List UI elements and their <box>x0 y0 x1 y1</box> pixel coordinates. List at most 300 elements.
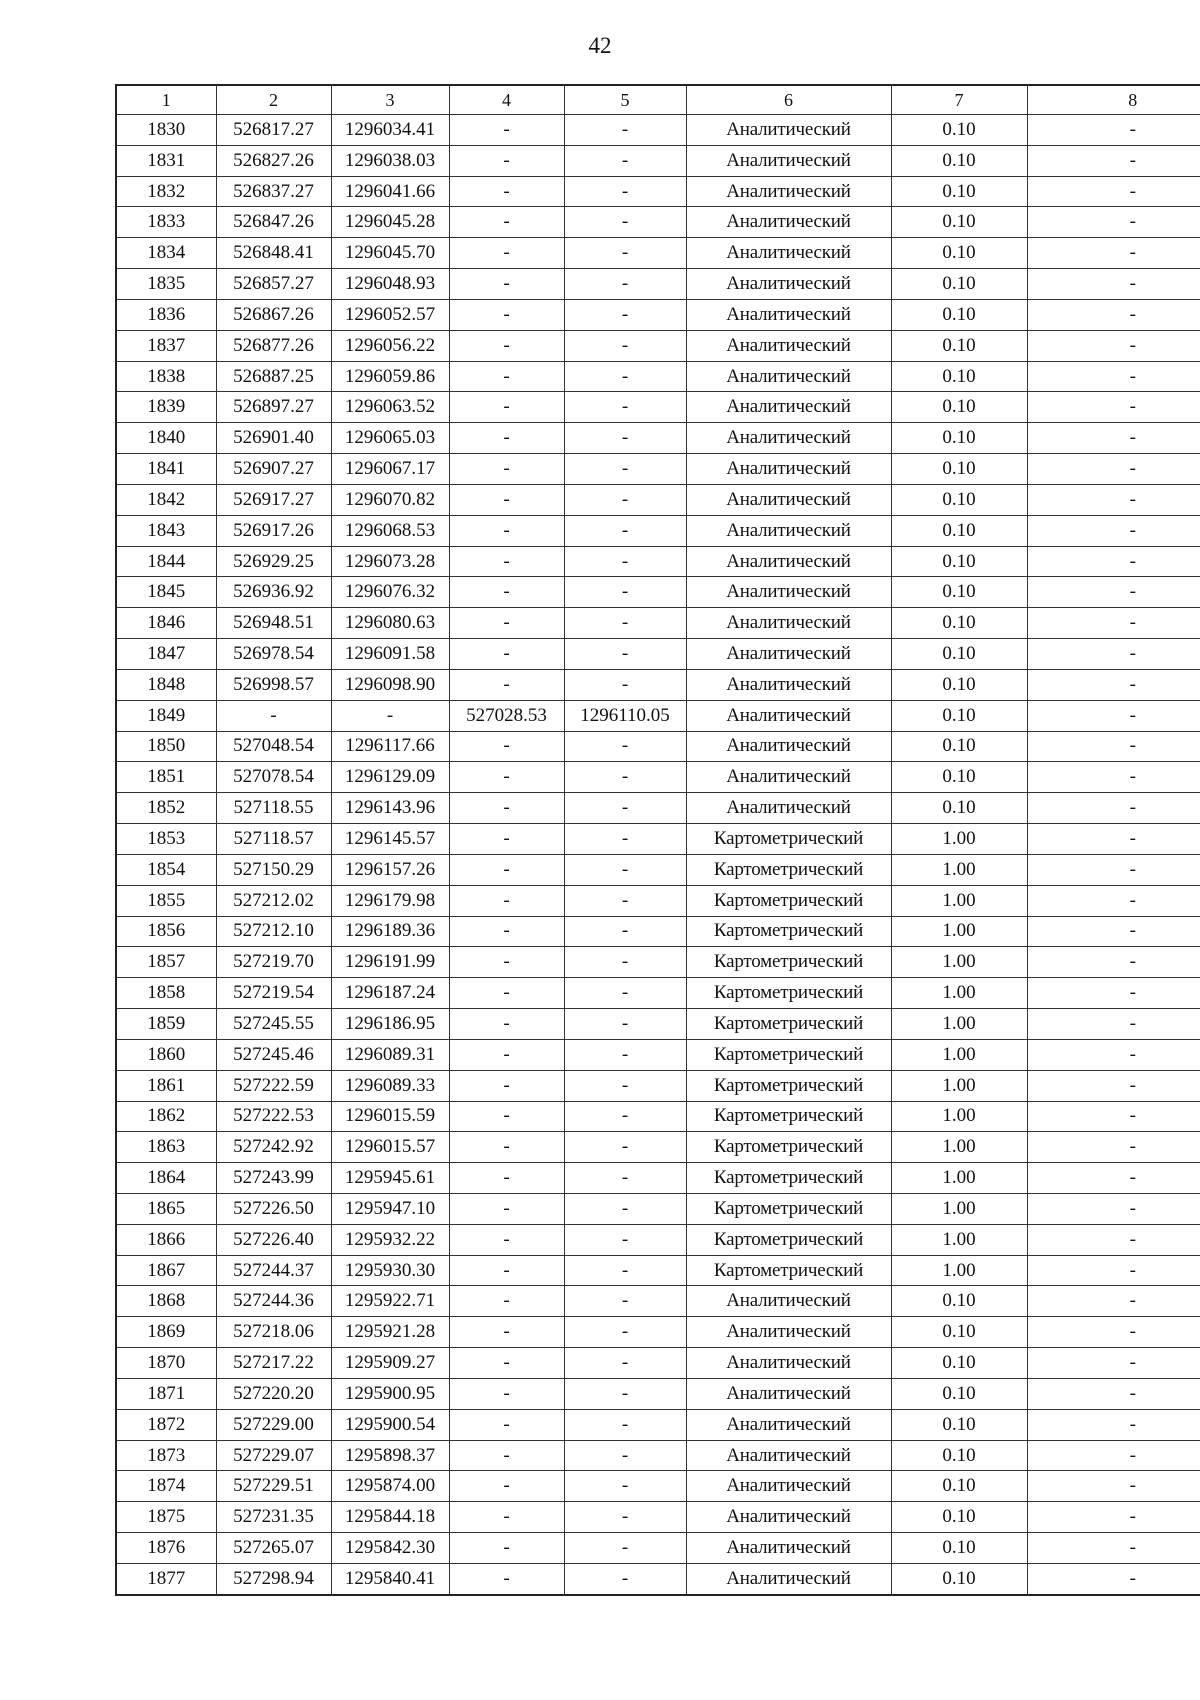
table-cell: - <box>449 577 564 608</box>
table-cell: Аналитический <box>686 669 891 700</box>
table-row <box>116 1348 1200 1379</box>
table-cell: 0.10 <box>891 639 1027 670</box>
table-cell: 1842 <box>116 484 216 515</box>
table-cell: 1295947.10 <box>331 1193 449 1224</box>
table-cell: 1.00 <box>891 1070 1027 1101</box>
table-row <box>116 145 1200 176</box>
table-cell: 1.00 <box>891 916 1027 947</box>
table-cell: 0.10 <box>891 269 1027 300</box>
table-cell: - <box>564 1471 686 1502</box>
table-cell: 526848.41 <box>216 238 331 269</box>
column-header: 3 <box>331 85 449 115</box>
table-cell: 1870 <box>116 1348 216 1379</box>
column-header: 2 <box>216 85 331 115</box>
table-cell: 526857.27 <box>216 269 331 300</box>
table-cell: - <box>1027 1101 1200 1132</box>
table-cell: - <box>449 515 564 546</box>
table-cell: - <box>449 1502 564 1533</box>
table-cell: 1296068.53 <box>331 515 449 546</box>
table-cell: 1859 <box>116 1009 216 1040</box>
table-cell: - <box>564 1533 686 1564</box>
table-cell: 527218.06 <box>216 1317 331 1348</box>
table-cell: - <box>1027 1317 1200 1348</box>
table-cell: 0.10 <box>891 1317 1027 1348</box>
table-row <box>116 484 1200 515</box>
table-cell: 527242.92 <box>216 1132 331 1163</box>
table-cell: - <box>449 1039 564 1070</box>
table-cell: - <box>564 515 686 546</box>
table-cell: 1295844.18 <box>331 1502 449 1533</box>
table-cell: - <box>1027 1193 1200 1224</box>
table-cell: 1296089.33 <box>331 1070 449 1101</box>
table-cell: - <box>1027 1471 1200 1502</box>
table-cell: - <box>564 361 686 392</box>
table-cell: - <box>1027 1409 1200 1440</box>
table-cell: Картометрический <box>686 978 891 1009</box>
table-cell: - <box>564 423 686 454</box>
table-cell: 1865 <box>116 1193 216 1224</box>
table-cell: 1295930.30 <box>331 1255 449 1286</box>
table-cell: 1.00 <box>891 1009 1027 1040</box>
table-cell: - <box>449 1378 564 1409</box>
table-cell: 526978.54 <box>216 639 331 670</box>
table-cell: Аналитический <box>686 731 891 762</box>
table-cell: 1296145.57 <box>331 824 449 855</box>
table-cell: - <box>449 1070 564 1101</box>
table-cell: - <box>564 238 686 269</box>
table-cell: 526929.25 <box>216 546 331 577</box>
table-cell: 526867.26 <box>216 299 331 330</box>
table-cell: - <box>564 484 686 515</box>
table-cell: - <box>564 1563 686 1594</box>
table-row <box>116 1563 1200 1594</box>
table-cell: - <box>449 916 564 947</box>
table-cell: 1296015.57 <box>331 1132 449 1163</box>
table-cell: - <box>1027 1009 1200 1040</box>
table-cell: 526817.27 <box>216 115 331 146</box>
table-cell: 1295900.54 <box>331 1409 449 1440</box>
table-cell: 1295898.37 <box>331 1440 449 1471</box>
table-cell: Аналитический <box>686 608 891 639</box>
table-cell: 1296073.28 <box>331 546 449 577</box>
table-cell: 527231.35 <box>216 1502 331 1533</box>
table-row <box>116 1070 1200 1101</box>
column-header: 1 <box>116 85 216 115</box>
table-cell: Аналитический <box>686 145 891 176</box>
table-cell: 1296052.57 <box>331 299 449 330</box>
table-cell: - <box>449 330 564 361</box>
table-cell: - <box>449 1348 564 1379</box>
table-cell: - <box>564 1070 686 1101</box>
table-row <box>116 577 1200 608</box>
table-cell: Аналитический <box>686 515 891 546</box>
table-cell: 1296143.96 <box>331 793 449 824</box>
table-cell: - <box>564 1317 686 1348</box>
table-cell: 0.10 <box>891 762 1027 793</box>
table-cell: 0.10 <box>891 454 1027 485</box>
table-cell: Аналитический <box>686 238 891 269</box>
table-cell: - <box>216 700 331 731</box>
table-cell: Картометрический <box>686 1101 891 1132</box>
table-cell: - <box>1027 731 1200 762</box>
table-cell: - <box>564 1009 686 1040</box>
table-row <box>116 793 1200 824</box>
table-cell: - <box>449 1163 564 1194</box>
table-cell: - <box>1027 546 1200 577</box>
table-row <box>116 1255 1200 1286</box>
table-cell: - <box>449 793 564 824</box>
table-cell: 527048.54 <box>216 731 331 762</box>
table-cell: 0.10 <box>891 608 1027 639</box>
table-cell: - <box>449 639 564 670</box>
table-cell: 526847.26 <box>216 207 331 238</box>
table-cell: Аналитический <box>686 1502 891 1533</box>
table-cell: 1872 <box>116 1409 216 1440</box>
table-cell: 1852 <box>116 793 216 824</box>
table-cell: 1846 <box>116 608 216 639</box>
table-cell: 527226.50 <box>216 1193 331 1224</box>
table-cell: - <box>1027 299 1200 330</box>
table-cell: 1861 <box>116 1070 216 1101</box>
table-cell: - <box>1027 454 1200 485</box>
table-cell: 1.00 <box>891 1163 1027 1194</box>
table-cell: 0.10 <box>891 1378 1027 1409</box>
table-cell: Аналитический <box>686 1409 891 1440</box>
table-cell: Аналитический <box>686 1471 891 1502</box>
table-cell: - <box>564 546 686 577</box>
table-cell: 1874 <box>116 1471 216 1502</box>
table-cell: - <box>1027 947 1200 978</box>
table-cell: - <box>331 700 449 731</box>
table-cell: - <box>564 978 686 1009</box>
table-cell: - <box>1027 669 1200 700</box>
table-cell: 1858 <box>116 978 216 1009</box>
table-cell: Аналитический <box>686 330 891 361</box>
table-row <box>116 1009 1200 1040</box>
table-cell: 1845 <box>116 577 216 608</box>
table-cell: 1.00 <box>891 824 1027 855</box>
table-cell: 1295840.41 <box>331 1563 449 1594</box>
table-cell: 1831 <box>116 145 216 176</box>
table-row <box>116 330 1200 361</box>
table-cell: 526998.57 <box>216 669 331 700</box>
table-cell: 1296110.05 <box>564 700 686 731</box>
table-cell: Картометрический <box>686 1132 891 1163</box>
table-cell: 527118.55 <box>216 793 331 824</box>
table-cell: - <box>1027 978 1200 1009</box>
table-cell: - <box>449 978 564 1009</box>
table-cell: - <box>449 1440 564 1471</box>
table-cell: - <box>564 299 686 330</box>
table-row <box>116 1132 1200 1163</box>
table-row <box>116 1163 1200 1194</box>
table-cell: - <box>1027 238 1200 269</box>
table-row <box>116 731 1200 762</box>
table-cell: 527245.46 <box>216 1039 331 1070</box>
table-cell: 0.10 <box>891 1440 1027 1471</box>
table-cell: 527217.22 <box>216 1348 331 1379</box>
table-cell: 1.00 <box>891 1132 1027 1163</box>
table-cell: 0.10 <box>891 238 1027 269</box>
table-cell: 1857 <box>116 947 216 978</box>
table-cell: 0.10 <box>891 1471 1027 1502</box>
table-cell: 1832 <box>116 176 216 207</box>
table-cell: 1295921.28 <box>331 1317 449 1348</box>
table-cell: Аналитический <box>686 546 891 577</box>
table-cell: Картометрический <box>686 1070 891 1101</box>
table-cell: 0.10 <box>891 669 1027 700</box>
table-cell: Аналитический <box>686 1286 891 1317</box>
table-cell: 1856 <box>116 916 216 947</box>
table-cell: 527222.59 <box>216 1070 331 1101</box>
table-cell: Картометрический <box>686 885 891 916</box>
table-cell: Картометрический <box>686 1224 891 1255</box>
table-cell: - <box>449 608 564 639</box>
table-cell: 1296045.28 <box>331 207 449 238</box>
table-cell: 0.10 <box>891 330 1027 361</box>
table-cell: - <box>564 885 686 916</box>
table-cell: 0.10 <box>891 1563 1027 1594</box>
table-cell: 1830 <box>116 115 216 146</box>
table-cell: - <box>449 762 564 793</box>
table-cell: 1844 <box>116 546 216 577</box>
table-row <box>116 1378 1200 1409</box>
table-row <box>116 423 1200 454</box>
table-row <box>116 1471 1200 1502</box>
table-cell: Аналитический <box>686 423 891 454</box>
table-cell: 1296187.24 <box>331 978 449 1009</box>
table-cell: Картометрический <box>686 1039 891 1070</box>
table-cell: 1864 <box>116 1163 216 1194</box>
table-cell: 1296045.70 <box>331 238 449 269</box>
table-cell: 526887.25 <box>216 361 331 392</box>
table-cell: 0.10 <box>891 1409 1027 1440</box>
table-cell: 0.10 <box>891 1286 1027 1317</box>
table-cell: 1296048.93 <box>331 269 449 300</box>
table-cell: - <box>449 731 564 762</box>
table-cell: 1.00 <box>891 947 1027 978</box>
table-cell: - <box>564 793 686 824</box>
table-row <box>116 392 1200 423</box>
table-cell: - <box>449 115 564 146</box>
table-cell: - <box>1027 423 1200 454</box>
table-cell: Аналитический <box>686 793 891 824</box>
table-cell: 1867 <box>116 1255 216 1286</box>
table-row <box>116 947 1200 978</box>
table-row <box>116 854 1200 885</box>
table-row <box>116 176 1200 207</box>
table-cell: 1854 <box>116 854 216 885</box>
table-cell: Картометрический <box>686 1193 891 1224</box>
table-cell: - <box>449 269 564 300</box>
table-cell: 526837.27 <box>216 176 331 207</box>
table-cell: 1866 <box>116 1224 216 1255</box>
table-cell: 0.10 <box>891 577 1027 608</box>
table-row <box>116 454 1200 485</box>
table-cell: 1296089.31 <box>331 1039 449 1070</box>
table-cell: Аналитический <box>686 176 891 207</box>
table-cell: 1296034.41 <box>331 115 449 146</box>
table-cell: Картометрический <box>686 1255 891 1286</box>
table-cell: Аналитический <box>686 1563 891 1594</box>
table-cell: Картометрический <box>686 1009 891 1040</box>
table-cell: 527229.07 <box>216 1440 331 1471</box>
table-cell: - <box>1027 115 1200 146</box>
table-cell: 527212.02 <box>216 885 331 916</box>
table-cell: 1296067.17 <box>331 454 449 485</box>
table-cell: 527028.53 <box>449 700 564 731</box>
table-cell: 527265.07 <box>216 1533 331 1564</box>
table-body <box>116 115 1200 1595</box>
table-row <box>116 1224 1200 1255</box>
table-row <box>116 1317 1200 1348</box>
page-number: 42 <box>588 33 612 58</box>
table-cell: - <box>449 1317 564 1348</box>
table-cell: 1.00 <box>891 1255 1027 1286</box>
column-header: 5 <box>564 85 686 115</box>
table-cell: - <box>564 1132 686 1163</box>
table-cell: - <box>1027 361 1200 392</box>
table-cell: - <box>564 947 686 978</box>
table-cell: 1868 <box>116 1286 216 1317</box>
table-cell: 1869 <box>116 1317 216 1348</box>
table-cell: Аналитический <box>686 1440 891 1471</box>
table-cell: 0.10 <box>891 299 1027 330</box>
table-cell: 1296038.03 <box>331 145 449 176</box>
table-cell: - <box>1027 1563 1200 1594</box>
table-cell: - <box>449 854 564 885</box>
table-cell: - <box>449 392 564 423</box>
table-cell: Аналитический <box>686 1317 891 1348</box>
table-cell: Картометрический <box>686 1163 891 1194</box>
table-cell: 527078.54 <box>216 762 331 793</box>
table-cell: 526827.26 <box>216 145 331 176</box>
table-cell: - <box>449 1471 564 1502</box>
table-cell: - <box>1027 392 1200 423</box>
table-cell: - <box>449 1009 564 1040</box>
column-header: 6 <box>686 85 891 115</box>
table-cell: - <box>564 1286 686 1317</box>
table-cell: 1296056.22 <box>331 330 449 361</box>
table-cell: - <box>564 392 686 423</box>
table-cell: - <box>564 176 686 207</box>
table-cell: 1296191.99 <box>331 947 449 978</box>
table-cell: 1848 <box>116 669 216 700</box>
table-cell: 0.10 <box>891 484 1027 515</box>
table-cell: - <box>449 1132 564 1163</box>
table-cell: 1295900.95 <box>331 1378 449 1409</box>
table-cell: 1876 <box>116 1533 216 1564</box>
table-row <box>116 1039 1200 1070</box>
table-cell: 0.10 <box>891 1502 1027 1533</box>
table-cell: - <box>564 1163 686 1194</box>
table-cell: - <box>564 577 686 608</box>
table-cell: - <box>1027 145 1200 176</box>
table-cell: - <box>449 1409 564 1440</box>
table-cell: - <box>564 1224 686 1255</box>
table-cell: - <box>449 238 564 269</box>
table-cell: 527229.00 <box>216 1409 331 1440</box>
table-cell: - <box>564 269 686 300</box>
table-cell: - <box>1027 1286 1200 1317</box>
table-cell: 526936.92 <box>216 577 331 608</box>
table-cell: 1295945.61 <box>331 1163 449 1194</box>
table-cell: Аналитический <box>686 392 891 423</box>
table-cell: 1296091.58 <box>331 639 449 670</box>
table-row <box>116 299 1200 330</box>
table-cell: 526917.27 <box>216 484 331 515</box>
table-cell: 526948.51 <box>216 608 331 639</box>
table-cell: - <box>1027 1070 1200 1101</box>
table-cell: - <box>449 947 564 978</box>
table-cell: - <box>449 361 564 392</box>
table-cell: - <box>449 423 564 454</box>
table-cell: - <box>1027 1533 1200 1564</box>
table-cell: - <box>1027 484 1200 515</box>
table-cell: 0.10 <box>891 392 1027 423</box>
table-cell: 0.10 <box>891 515 1027 546</box>
table-cell: 526901.40 <box>216 423 331 454</box>
table-cell: - <box>1027 762 1200 793</box>
column-header: 7 <box>891 85 1027 115</box>
table-cell: - <box>449 1533 564 1564</box>
table-cell: - <box>564 330 686 361</box>
table-cell: - <box>564 824 686 855</box>
table-cell: 1836 <box>116 299 216 330</box>
table-cell: - <box>1027 700 1200 731</box>
table-cell: - <box>564 145 686 176</box>
table-row <box>116 762 1200 793</box>
coordinates-table <box>115 84 1200 1596</box>
table-cell: 0.10 <box>891 1348 1027 1379</box>
table-cell: - <box>564 1378 686 1409</box>
table-cell: - <box>449 1255 564 1286</box>
table-cell: 1850 <box>116 731 216 762</box>
table-cell: Картометрический <box>686 947 891 978</box>
table-row <box>116 207 1200 238</box>
table-cell: - <box>1027 1378 1200 1409</box>
table-cell: - <box>1027 330 1200 361</box>
table-cell: 0.10 <box>891 423 1027 454</box>
table-cell: Аналитический <box>686 1348 891 1379</box>
table-cell: - <box>449 669 564 700</box>
table-cell: - <box>1027 1440 1200 1471</box>
table-row <box>116 1533 1200 1564</box>
table-cell: - <box>564 1440 686 1471</box>
table-row <box>116 700 1200 731</box>
table-cell: 1873 <box>116 1440 216 1471</box>
table-cell: 0.10 <box>891 207 1027 238</box>
table-cell: 527212.10 <box>216 916 331 947</box>
table-cell: 1835 <box>116 269 216 300</box>
table-cell: 1860 <box>116 1039 216 1070</box>
table-cell: - <box>449 454 564 485</box>
table-cell: 1295909.27 <box>331 1348 449 1379</box>
table-cell: - <box>1027 1502 1200 1533</box>
table-cell: 527298.94 <box>216 1563 331 1594</box>
table-cell: 526907.27 <box>216 454 331 485</box>
table-cell: 1863 <box>116 1132 216 1163</box>
table-cell: - <box>1027 577 1200 608</box>
table-cell: - <box>564 1101 686 1132</box>
table-cell: 1296179.98 <box>331 885 449 916</box>
table-row <box>116 885 1200 916</box>
table-row <box>116 361 1200 392</box>
table-cell: 1.00 <box>891 1224 1027 1255</box>
table-cell: - <box>1027 176 1200 207</box>
table-cell: - <box>1027 608 1200 639</box>
table-cell: - <box>1027 916 1200 947</box>
